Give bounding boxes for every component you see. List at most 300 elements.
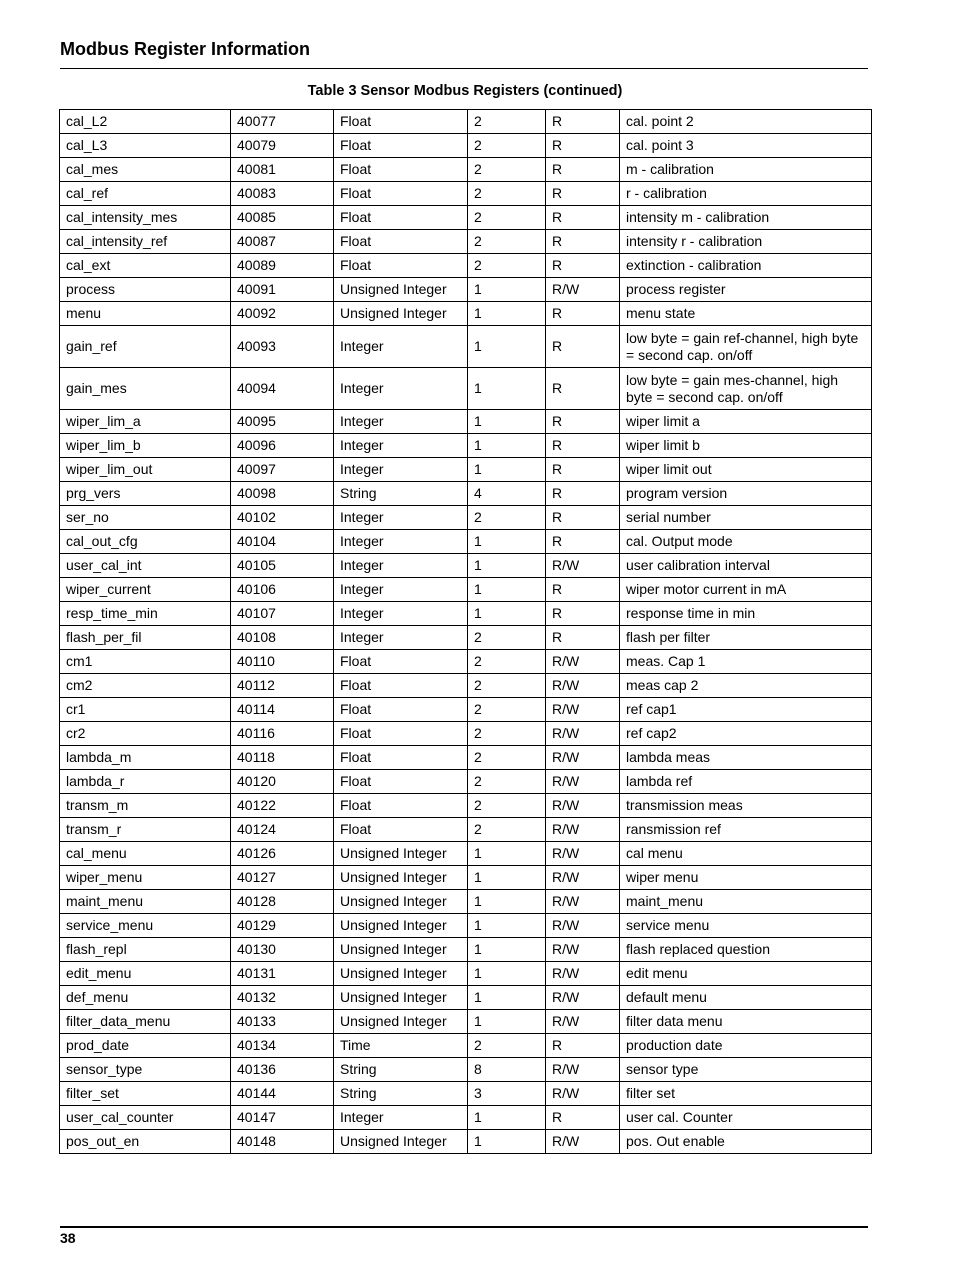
data-type-cell: Unsigned Integer [334,866,468,890]
register-address-cell: 40136 [231,1058,334,1082]
table-row [60,482,872,506]
register-name-cell: lambda_m [60,746,231,770]
register-address-cell: 40102 [231,506,334,530]
data-type-cell: Unsigned Integer [334,302,468,326]
register-address-cell: 40098 [231,482,334,506]
length-cell: 2 [468,134,546,158]
length-cell: 2 [468,794,546,818]
register-name-cell: user_cal_counter [60,1106,231,1130]
length-cell: 2 [468,626,546,650]
length-cell: 1 [468,578,546,602]
register-address-cell: 40085 [231,206,334,230]
length-cell: 1 [468,410,546,434]
data-type-cell: Float [334,674,468,698]
table-row [60,506,872,530]
access-cell: R/W [546,986,620,1010]
data-type-cell: Float [334,746,468,770]
register-name-cell: maint_menu [60,890,231,914]
table-row [60,134,872,158]
access-cell: R/W [546,818,620,842]
register-address-cell: 40107 [231,602,334,626]
data-type-cell: Integer [334,554,468,578]
register-name-cell: filter_set [60,1082,231,1106]
length-cell: 2 [468,674,546,698]
description-cell: meas. Cap 1 [620,650,872,674]
register-name-cell: cal_intensity_ref [60,230,231,254]
register-name-cell: pos_out_en [60,1130,231,1154]
description-cell: flash replaced question [620,938,872,962]
page-number: 38 [60,1230,76,1246]
register-name-cell: cal_L3 [60,134,231,158]
register-name-cell: resp_time_min [60,602,231,626]
register-address-cell: 40105 [231,554,334,578]
register-address-cell: 40120 [231,770,334,794]
data-type-cell: Unsigned Integer [334,1130,468,1154]
description-cell: default menu [620,986,872,1010]
register-address-cell: 40079 [231,134,334,158]
description-cell: lambda meas [620,746,872,770]
register-address-cell: 40108 [231,626,334,650]
footer-divider [60,1226,868,1228]
data-type-cell: String [334,482,468,506]
table-row [60,578,872,602]
register-address-cell: 40092 [231,302,334,326]
register-address-cell: 40148 [231,1130,334,1154]
table-row [60,530,872,554]
register-address-cell: 40106 [231,578,334,602]
register-address-cell: 40096 [231,434,334,458]
register-address-cell: 40110 [231,650,334,674]
table-row [60,914,872,938]
table-row [60,554,872,578]
length-cell: 1 [468,962,546,986]
access-cell: R [546,410,620,434]
register-address-cell: 40104 [231,530,334,554]
table-row [60,962,872,986]
table-row [60,986,872,1010]
data-type-cell: Float [334,182,468,206]
register-name-cell: menu [60,302,231,326]
access-cell: R [546,326,620,368]
description-cell: service menu [620,914,872,938]
register-address-cell: 40089 [231,254,334,278]
access-cell: R/W [546,1010,620,1034]
register-name-cell: cal_ext [60,254,231,278]
register-address-cell: 40095 [231,410,334,434]
access-cell: R/W [546,746,620,770]
register-address-cell: 40133 [231,1010,334,1034]
data-type-cell: Unsigned Integer [334,1010,468,1034]
register-address-cell: 40122 [231,794,334,818]
access-cell: R/W [546,1058,620,1082]
length-cell: 3 [468,1082,546,1106]
data-type-cell: Unsigned Integer [334,938,468,962]
access-cell: R/W [546,890,620,914]
access-cell: R [546,1034,620,1058]
access-cell: R [546,506,620,530]
access-cell: R [546,302,620,326]
length-cell: 1 [468,368,546,410]
table-row [60,1082,872,1106]
table-row [60,770,872,794]
description-cell: low byte = gain mes-channel, high byte = second cap. on/off [620,368,872,410]
register-name-cell: wiper_menu [60,866,231,890]
table-row [60,626,872,650]
length-cell: 1 [468,842,546,866]
data-type-cell: Float [334,134,468,158]
data-type-cell: Float [334,770,468,794]
register-name-cell: sensor_type [60,1058,231,1082]
length-cell: 2 [468,158,546,182]
description-cell: maint_menu [620,890,872,914]
length-cell: 1 [468,554,546,578]
register-name-cell: cm2 [60,674,231,698]
description-cell: transmission meas [620,794,872,818]
length-cell: 1 [468,302,546,326]
table-row [60,938,872,962]
register-name-cell: user_cal_int [60,554,231,578]
register-name-cell: cal_menu [60,842,231,866]
data-type-cell: Float [334,794,468,818]
description-cell: cal. point 2 [620,110,872,134]
access-cell: R/W [546,278,620,302]
length-cell: 2 [468,1034,546,1058]
table-row [60,434,872,458]
length-cell: 1 [468,890,546,914]
access-cell: R [546,134,620,158]
data-type-cell: Float [334,818,468,842]
length-cell: 1 [468,1106,546,1130]
table-row [60,722,872,746]
description-cell: production date [620,1034,872,1058]
access-cell: R/W [546,938,620,962]
data-type-cell: Unsigned Integer [334,890,468,914]
data-type-cell: Integer [334,506,468,530]
description-cell: flash per filter [620,626,872,650]
table-row [60,818,872,842]
table-row [60,794,872,818]
access-cell: R/W [546,962,620,986]
register-name-cell: cal_ref [60,182,231,206]
description-cell: intensity r - calibration [620,230,872,254]
register-name-cell: def_menu [60,986,231,1010]
description-cell: filter data menu [620,1010,872,1034]
data-type-cell: String [334,1082,468,1106]
register-name-cell: cal_mes [60,158,231,182]
length-cell: 1 [468,914,546,938]
table-row [60,650,872,674]
description-cell: response time in min [620,602,872,626]
description-cell: user cal. Counter [620,1106,872,1130]
description-cell: filter set [620,1082,872,1106]
length-cell: 2 [468,722,546,746]
register-address-cell: 40093 [231,326,334,368]
header-divider [60,68,868,69]
length-cell: 1 [468,458,546,482]
data-type-cell: String [334,1058,468,1082]
length-cell: 1 [468,434,546,458]
data-type-cell: Integer [334,458,468,482]
description-cell: extinction - calibration [620,254,872,278]
table-row [60,866,872,890]
register-address-cell: 40144 [231,1082,334,1106]
register-name-cell: cal_L2 [60,110,231,134]
table-row [60,1130,872,1154]
access-cell: R/W [546,674,620,698]
register-name-cell: wiper_lim_b [60,434,231,458]
register-address-cell: 40094 [231,368,334,410]
access-cell: R/W [546,842,620,866]
access-cell: R [546,482,620,506]
table-row [60,1034,872,1058]
access-cell: R/W [546,722,620,746]
data-type-cell: Unsigned Integer [334,842,468,866]
access-cell: R [546,182,620,206]
length-cell: 2 [468,230,546,254]
register-name-cell: filter_data_menu [60,1010,231,1034]
table-row [60,674,872,698]
description-cell: wiper motor current in mA [620,578,872,602]
table-row [60,254,872,278]
register-address-cell: 40126 [231,842,334,866]
description-cell: wiper limit a [620,410,872,434]
description-cell: ref cap2 [620,722,872,746]
length-cell: 2 [468,746,546,770]
access-cell: R [546,254,620,278]
data-type-cell: Time [334,1034,468,1058]
data-type-cell: Integer [334,626,468,650]
description-cell: program version [620,482,872,506]
register-name-cell: ser_no [60,506,231,530]
table-row [60,158,872,182]
description-cell: cal. point 3 [620,134,872,158]
length-cell: 1 [468,938,546,962]
data-type-cell: Float [334,110,468,134]
register-name-cell: service_menu [60,914,231,938]
data-type-cell: Float [334,698,468,722]
register-name-cell: cr1 [60,698,231,722]
description-cell: cal. Output mode [620,530,872,554]
register-name-cell: lambda_r [60,770,231,794]
register-name-cell: prg_vers [60,482,231,506]
data-type-cell: Integer [334,326,468,368]
data-type-cell: Unsigned Integer [334,962,468,986]
register-address-cell: 40124 [231,818,334,842]
access-cell: R/W [546,554,620,578]
description-cell: intensity m - calibration [620,206,872,230]
length-cell: 1 [468,1130,546,1154]
length-cell: 1 [468,986,546,1010]
data-type-cell: Unsigned Integer [334,914,468,938]
access-cell: R [546,368,620,410]
length-cell: 8 [468,1058,546,1082]
data-type-cell: Float [334,206,468,230]
access-cell: R [546,602,620,626]
table-row [60,458,872,482]
data-type-cell: Float [334,650,468,674]
length-cell: 1 [468,866,546,890]
table-row [60,1058,872,1082]
access-cell: R [546,1106,620,1130]
data-type-cell: Integer [334,368,468,410]
register-name-cell: transm_m [60,794,231,818]
register-address-cell: 40083 [231,182,334,206]
description-cell: serial number [620,506,872,530]
description-cell: low byte = gain ref-channel, high byte = second cap. on/off [620,326,872,368]
description-cell: menu state [620,302,872,326]
register-address-cell: 40077 [231,110,334,134]
register-name-cell: prod_date [60,1034,231,1058]
access-cell: R/W [546,1082,620,1106]
register-name-cell: wiper_current [60,578,231,602]
access-cell: R [546,158,620,182]
register-name-cell: gain_ref [60,326,231,368]
description-cell: wiper limit b [620,434,872,458]
register-name-cell: edit_menu [60,962,231,986]
description-cell: cal menu [620,842,872,866]
data-type-cell: Float [334,722,468,746]
table-body [60,110,872,1154]
table-row [60,1106,872,1130]
access-cell: R [546,626,620,650]
page-title: Modbus Register Information [60,39,311,59]
data-type-cell: Integer [334,602,468,626]
access-cell: R [546,530,620,554]
table-row [60,1010,872,1034]
length-cell: 1 [468,326,546,368]
data-type-cell: Float [334,230,468,254]
register-name-cell: gain_mes [60,368,231,410]
length-cell: 1 [468,1010,546,1034]
register-address-cell: 40116 [231,722,334,746]
table-row [60,890,872,914]
register-name-cell: transm_r [60,818,231,842]
table-row [60,746,872,770]
length-cell: 2 [468,698,546,722]
table-row [60,278,872,302]
table-caption: Table 3 Sensor Modbus Registers (continued) [307,83,623,99]
length-cell: 1 [468,602,546,626]
access-cell: R/W [546,650,620,674]
length-cell: 1 [468,530,546,554]
access-cell: R/W [546,914,620,938]
table-row [60,368,872,410]
register-name-cell: flash_repl [60,938,231,962]
access-cell: R [546,110,620,134]
length-cell: 1 [468,278,546,302]
register-address-cell: 40127 [231,866,334,890]
description-cell: wiper limit out [620,458,872,482]
register-name-cell: cal_intensity_mes [60,206,231,230]
length-cell: 2 [468,506,546,530]
register-address-cell: 40097 [231,458,334,482]
register-address-cell: 40128 [231,890,334,914]
register-address-cell: 40132 [231,986,334,1010]
register-name-cell: cm1 [60,650,231,674]
register-address-cell: 40118 [231,746,334,770]
access-cell: R/W [546,794,620,818]
register-name-cell: cr2 [60,722,231,746]
table-row [60,206,872,230]
access-cell: R/W [546,866,620,890]
register-address-cell: 40130 [231,938,334,962]
register-address-cell: 40134 [231,1034,334,1058]
description-cell: pos. Out enable [620,1130,872,1154]
access-cell: R [546,206,620,230]
register-name-cell: cal_out_cfg [60,530,231,554]
register-name-cell: process [60,278,231,302]
modbus-register-table [59,109,872,1154]
register-name-cell: wiper_lim_a [60,410,231,434]
description-cell: ref cap1 [620,698,872,722]
length-cell: 4 [468,482,546,506]
description-cell: ransmission ref [620,818,872,842]
data-type-cell: Integer [334,578,468,602]
table-row [60,110,872,134]
description-cell: process register [620,278,872,302]
register-address-cell: 40081 [231,158,334,182]
table-row [60,302,872,326]
description-cell: lambda ref [620,770,872,794]
description-cell: wiper menu [620,866,872,890]
register-address-cell: 40087 [231,230,334,254]
data-type-cell: Integer [334,1106,468,1130]
table-row [60,182,872,206]
data-type-cell: Unsigned Integer [334,986,468,1010]
length-cell: 2 [468,818,546,842]
table-row [60,410,872,434]
description-cell: r - calibration [620,182,872,206]
data-type-cell: Float [334,158,468,182]
table-row [60,602,872,626]
register-address-cell: 40131 [231,962,334,986]
register-address-cell: 40112 [231,674,334,698]
table-row [60,698,872,722]
length-cell: 2 [468,182,546,206]
length-cell: 2 [468,650,546,674]
description-cell: meas cap 2 [620,674,872,698]
table-row [60,326,872,368]
access-cell: R [546,230,620,254]
length-cell: 2 [468,110,546,134]
access-cell: R [546,434,620,458]
access-cell: R [546,458,620,482]
description-cell: m - calibration [620,158,872,182]
register-address-cell: 40091 [231,278,334,302]
data-type-cell: Unsigned Integer [334,278,468,302]
data-type-cell: Float [334,254,468,278]
table-row [60,230,872,254]
length-cell: 2 [468,254,546,278]
description-cell: sensor type [620,1058,872,1082]
register-address-cell: 40129 [231,914,334,938]
length-cell: 2 [468,770,546,794]
register-name-cell: wiper_lim_out [60,458,231,482]
data-type-cell: Integer [334,410,468,434]
description-cell: user calibration interval [620,554,872,578]
table-row [60,842,872,866]
description-cell: edit menu [620,962,872,986]
access-cell: R/W [546,770,620,794]
access-cell: R/W [546,1130,620,1154]
access-cell: R/W [546,698,620,722]
data-type-cell: Integer [334,434,468,458]
register-address-cell: 40147 [231,1106,334,1130]
register-address-cell: 40114 [231,698,334,722]
access-cell: R [546,578,620,602]
register-name-cell: flash_per_fil [60,626,231,650]
data-type-cell: Integer [334,530,468,554]
